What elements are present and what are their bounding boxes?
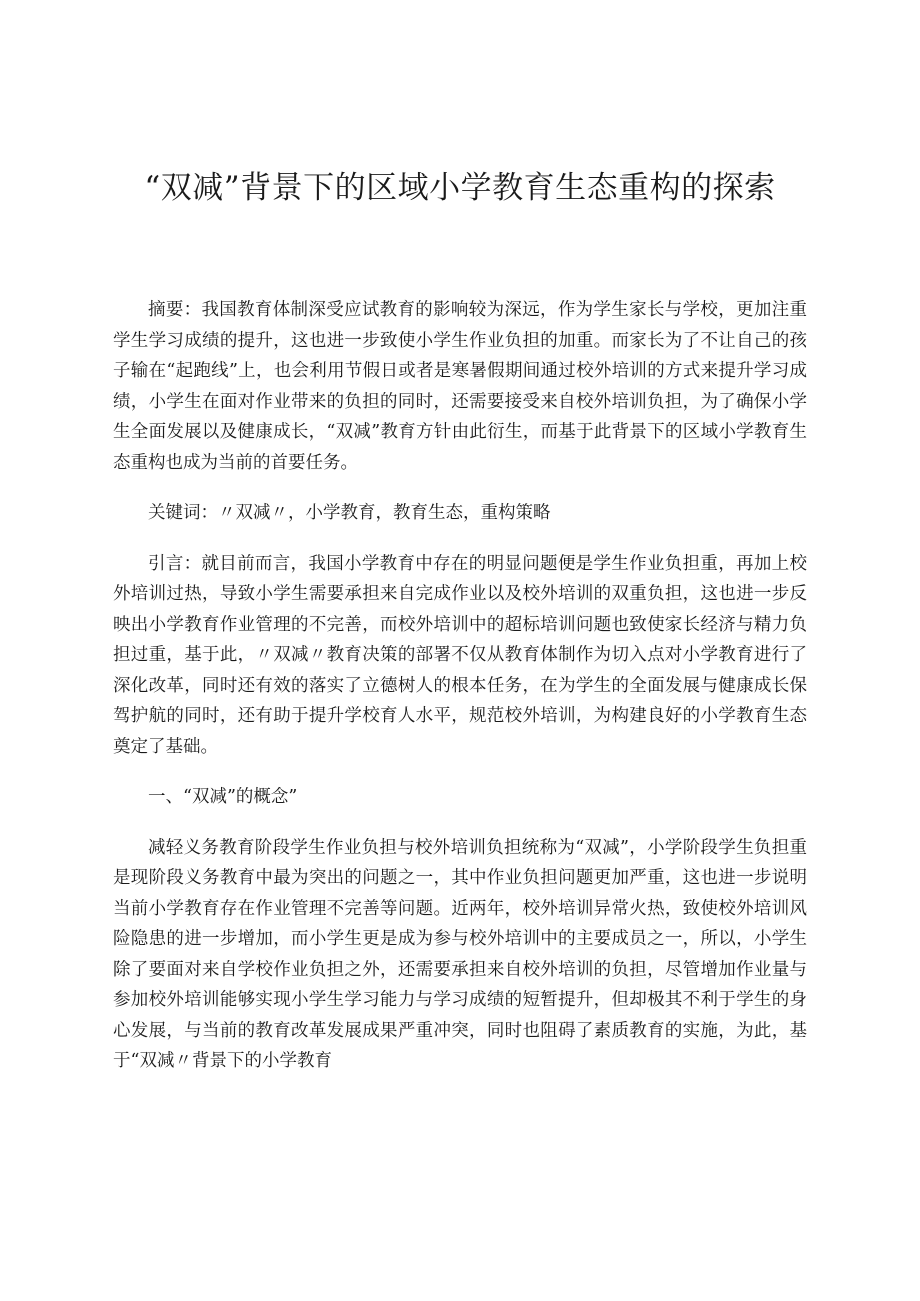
section-paragraph: 减轻义务教育阶段学生作业负担与校外培训负担统称为“双减”，小学阶段学生负担重是现阶段义务教育中最为突出的问题之一，其中作业负担问题更加严重，这也进一步说明当前小学教育存在作业管理不完善等问题。近两年，校外培训异常火热，致使校外培训风险隐患的进一步增加，而小学生更是成为参与校外培训中的主要成员之一，所以，小学生除了要面对来自学校作业负担之外，还需要承担来自校外培训的负担，尽管增加作业量与参加校外培训能够实现小学生学习能力与学习成绩的短暂提升，但却极其不利于学生的身心发展，与当前的教育改革发展成果严重冲突，同时也阻碍了素质教育的实施，为此，基于“双减〃背景下的小学教育 — [113, 837, 807, 1071]
introduction-paragraph: 引言：就目前而言，我国小学教育中存在的明显问题便是学生作业负担重，再加上校外培训过热，导致小学生需要承担来自完成作业以及校外培训的双重负担，这也进一步反映出小学教育作业管理的不完善，而校外培训中的超标培训问题也致使家长经济与精力负担过重，基于此，〃双减〃教育决策的部署不仅从教育体制作为切入点对小学教育进行了深化改革，同时还有效的落实了立德树人的根本任务，在为学生的全面发展与健康成长保驾护航的同时，还有助于提升学校育人水平，规范校外培训，为构建良好的小学教育生态奠定了基础。 — [113, 553, 807, 757]
section-heading: 一、“双减”的概念” — [148, 787, 298, 807]
abstract-paragraph: 摘要：我国教育体制深受应试教育的影响较为深远，作为学生家长与学校，更加注重学生学习成绩的提升，这也进一步致使小学生作业负担的加重。而家长为了不让自己的孩子输在“起跑线”上，也会利用节假日或者是寒暑假期间通过校外培训的方式来提升学习成绩，小学生在面对作业带来的负担的同时，还需要接受来自校外培训负担，为了确保小学生全面发展以及健康成长，“双减”教育方针由此衍生，而基于此背景下的区域小学教育生态重构也成为当前的首要任务。 — [113, 300, 807, 473]
document-body — [113, 295, 807, 1077]
keywords-paragraph: 关键词：〃双减〃，小学教育，教育生态，重构策略 — [148, 503, 551, 523]
document-title: “双减”背景下的区域小学教育生态重构的探索 — [144, 170, 776, 206]
